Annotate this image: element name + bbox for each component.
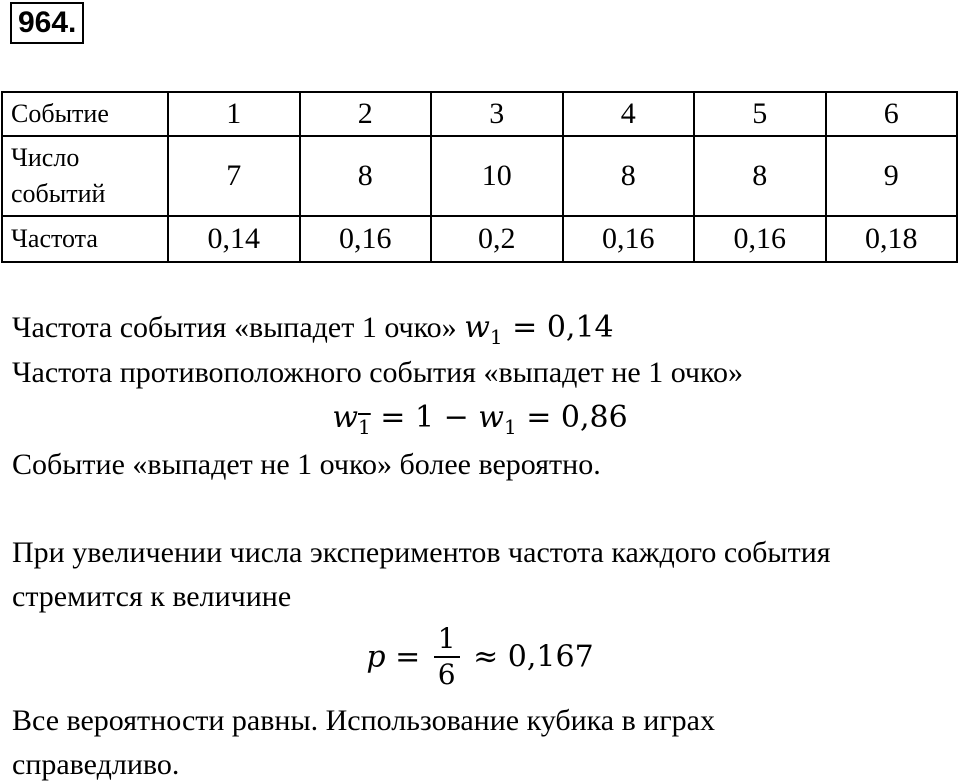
math-text: = 0,14	[502, 310, 614, 345]
table-cell: 9	[826, 136, 958, 216]
row-header-counts-line1: Число	[11, 143, 80, 172]
row-header-counts	[2, 136, 168, 216]
table-cell: 0,18	[826, 216, 958, 262]
table-cell: 1	[168, 92, 300, 136]
table-cell: 3	[431, 92, 563, 136]
row-header-counts-line2: событий	[11, 179, 106, 208]
fraction-denominator: 6	[437, 658, 456, 691]
paragraph-conclusion-3: справедливо.	[12, 748, 180, 781]
table-cell: 4	[563, 92, 695, 136]
table-cell: 5	[694, 92, 826, 136]
math-subscript: 1	[489, 325, 503, 349]
paragraph-experiments: При увеличении числа экспериментов частота каждого события	[12, 536, 831, 569]
math-variable: p	[366, 639, 386, 675]
table-cell: 8	[563, 136, 695, 216]
exercise-number: 964.	[10, 2, 84, 44]
math-subscript-bar: 1	[358, 415, 371, 439]
math-text: = 1 −	[370, 400, 479, 435]
table-cell: 7	[168, 136, 300, 216]
table-row-events	[2, 92, 957, 136]
paragraph-conclusion-1: Событие «выпадет не 1 очко» более вероятно.	[12, 448, 601, 481]
table-cell: 6	[826, 92, 958, 136]
paragraph-text: Частота события «выпадет 1 очко»	[12, 311, 465, 344]
math-text: ≈ 0,167	[463, 639, 594, 675]
table-cell: 0,16	[563, 216, 695, 262]
formula-probability	[0, 622, 960, 692]
paragraph-tends-to: стремится к величине	[12, 580, 292, 613]
row-header-events: Событие	[2, 92, 168, 136]
table-cell: 8	[694, 136, 826, 216]
table-cell: 8	[300, 136, 432, 216]
table-cell: 0,16	[694, 216, 826, 262]
math-text: =	[385, 639, 430, 675]
paragraph-conclusion-2: Все вероятности равны. Использование кубика в играх	[12, 704, 715, 737]
formula-opposite-frequency	[0, 400, 960, 439]
table-cell: 0,16	[300, 216, 432, 262]
math-variable: w	[478, 400, 504, 435]
fraction-numerator: 1	[434, 622, 460, 658]
math-variable: w	[332, 400, 358, 435]
table-row-counts	[2, 136, 957, 216]
math-text: = 0,86	[516, 400, 628, 435]
row-header-frequency: Частота	[2, 216, 168, 262]
formula-w1	[464, 310, 614, 349]
table-cell: 0,2	[431, 216, 563, 262]
math-subscript: 1	[503, 415, 517, 439]
table-cell: 0,14	[168, 216, 300, 262]
paragraph-frequency-one	[12, 310, 614, 349]
table-cell: 10	[431, 136, 563, 216]
table-cell: 2	[300, 92, 432, 136]
table-row-frequency	[2, 216, 957, 262]
fraction	[434, 622, 460, 692]
frequency-table	[1, 91, 958, 263]
math-variable: w	[464, 310, 490, 345]
paragraph-opposite-event: Частота противоположного события «выпадет не 1 очко»	[12, 356, 744, 389]
